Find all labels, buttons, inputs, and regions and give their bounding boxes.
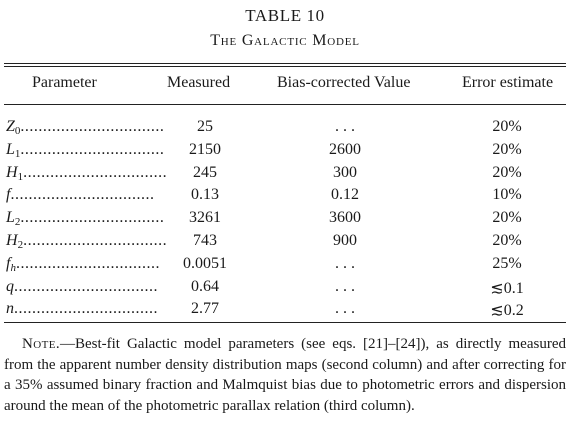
bottom-rule [4, 322, 566, 323]
table-note [4, 334, 566, 416]
error-cell: 20% [492, 231, 522, 249]
param-cell [6, 140, 165, 160]
table-row [0, 278, 570, 301]
param-symbol: f [6, 254, 11, 272]
param-symbol: L [6, 209, 15, 227]
param-cell [6, 277, 158, 296]
param-cell [6, 209, 165, 229]
measured-cell: 0.13 [191, 186, 219, 204]
error-cell: 20% [492, 163, 522, 181]
param-subscript: 0 [14, 125, 21, 137]
error-cell: ≲0.1 [490, 279, 524, 297]
param-symbol: q [6, 277, 14, 295]
param-cell [6, 163, 168, 183]
leader-dots: ................................ [14, 277, 158, 295]
measured-cell: 743 [193, 231, 217, 249]
top-rule [4, 63, 566, 64]
leader-dots: ................................ [23, 231, 168, 249]
param-cell [6, 254, 160, 274]
corrected-cell: 0.12 [331, 186, 359, 204]
param-subscript: 2 [17, 238, 24, 251]
error-cell: 25% [492, 254, 522, 272]
param-cell [6, 186, 155, 204]
param-symbol: H [6, 163, 18, 181]
table-row [0, 300, 570, 323]
corrected-cell: 2600 [329, 140, 361, 158]
corrected-cell: 900 [333, 231, 357, 249]
error-cell: 20% [492, 209, 522, 227]
param-symbol: Z [6, 118, 15, 135]
corrected-cell: 3600 [329, 209, 361, 227]
corrected-cell: . . . [335, 254, 355, 272]
leader-dots: ................................ [20, 118, 165, 135]
error-cell: 20% [492, 118, 522, 135]
measured-cell: 2150 [189, 140, 221, 158]
leader-dots: ................................ [20, 209, 165, 227]
table-row [0, 186, 570, 209]
param-symbol: n [6, 300, 14, 318]
leader-dots: ................................ [14, 300, 158, 318]
measured-cell: 25 [197, 118, 213, 135]
param-symbol: L [6, 140, 15, 158]
param-subscript: h [10, 261, 16, 274]
table-row [0, 164, 570, 187]
error-cell: 20% [492, 140, 522, 158]
error-cell: ≲0.2 [490, 302, 524, 320]
error-cell: 10% [492, 186, 522, 204]
header-error-estimate: Error estimate [462, 74, 554, 91]
header-measured: Measured [167, 74, 231, 91]
corrected-cell: . . . [335, 277, 355, 295]
corrected-cell: 300 [333, 163, 357, 181]
measured-cell: 2.77 [191, 300, 219, 318]
header-bias-corrected: Bias-corrected Value [277, 74, 411, 91]
table-row [0, 118, 570, 141]
top-rule-double [4, 66, 566, 67]
leader-dots: ................................ [23, 163, 168, 181]
param-cell [6, 231, 168, 251]
corrected-cell: . . . [335, 300, 355, 318]
header-rule [4, 104, 566, 105]
note-dash: — [59, 336, 75, 352]
measured-cell: 0.64 [191, 277, 219, 295]
corrected-cell: . . . [335, 118, 355, 135]
table-row [0, 141, 570, 164]
note-label: Note. [22, 336, 60, 352]
table-number: TABLE 10 [245, 6, 325, 25]
table-body [0, 118, 570, 323]
table-title: The Galactic Model [210, 32, 360, 49]
param-subscript: 2 [14, 216, 21, 229]
table-header-row [0, 74, 570, 96]
leader-dots: ................................ [15, 254, 160, 272]
table-row [0, 232, 570, 255]
param-subscript: 1 [17, 170, 24, 183]
measured-cell: 0.0051 [183, 254, 227, 272]
measured-cell: 245 [193, 163, 217, 181]
leader-dots: ................................ [20, 140, 165, 158]
note-text: Best-fit Galactic model parameters (see eqs. [21]–[24]), as directly measured from the apparent number density distribution maps (second column) and after correcting for a 35% assumed binary fraction and Malmquist bias due to photometric errors and dispersion around the mean of the photometric parallax relation (third column). [4, 336, 566, 414]
measured-cell: 3261 [189, 209, 221, 227]
header-parameter: Parameter [32, 74, 97, 91]
table-row [0, 255, 570, 278]
param-cell [6, 300, 158, 318]
param-symbol: H [6, 231, 18, 249]
table-row [0, 209, 570, 232]
param-cell [6, 118, 165, 137]
leader-dots: ................................ [10, 186, 155, 204]
param-subscript: 1 [14, 147, 21, 160]
param-symbol: f [6, 186, 11, 204]
